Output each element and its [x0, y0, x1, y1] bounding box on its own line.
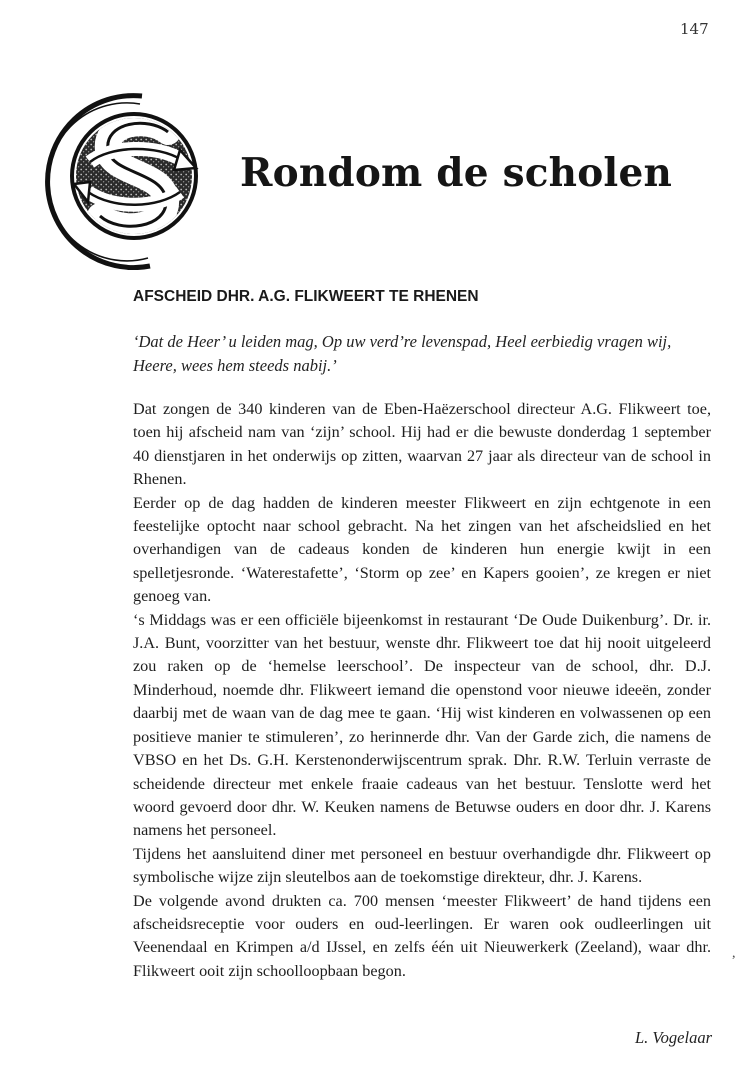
article-paragraph: Tijdens het aansluitend diner met personeel en bestuur overhandigde dhr. Flikweert op symbolische wijze zijn sleutelbos aan de toekomstige direkteur, dhr. J. Karens.	[133, 844, 711, 887]
article-paragraph: ‘s Middags was er een officiële bijeenkomst in restaurant ‘De Oude Duikenburg’. Dr. ir. J.A. Bunt, voorzitter van het bestuur, wenste dhr. Flikweert toe dat hij nooit uitgeleerd zou raken op de ‘hemelse leerschool’. De inspecteur van de school, dhr. D.J. Minderhoud, noemde dhr. Flikweert iemand die openstond voor nieuwe ideeën, zonder daarbij met de waan van de dag mee te gaan. ‘Hij wist kinderen en volwassenen op een positieve manier te stimuleren’, zo herinnerde dhr. Van der Garde zich, die namens de VBSO en het Ds. G.H. Kerstenonderwijscentrum sprak. Dhr. R.W. Terluin verraste de scheidende directeur met enkele fraaie cadeaus van het bestuur. Tenslotte werd het woord gevoerd door dhr. W. Keuken namens de Betuwse ouders en door dhr. J. Karens namens het personeel.	[133, 610, 711, 840]
page-title: Rondom de scholen	[240, 150, 673, 196]
page-number: 147	[680, 20, 709, 38]
article-author: L. Vogelaar	[634, 1028, 712, 1047]
article-heading: AFSCHEID DHR. A.G. FLIKWEERT TE RHENEN	[133, 288, 479, 305]
section-logo	[30, 88, 202, 270]
article-paragraph: Dat zongen de 340 kinderen van de Eben-Haëzerschool directeur A.G. Flikweert toe, toen hij afscheid nam van ‘zijn’ school. Hij had er die bewuste donderdag 1 september 40 dienstjaren in het onderwijs op zitten, waarvan 27 jaar als directeur van de school in Rhenen.	[133, 400, 711, 489]
stray-mark: ,	[732, 946, 736, 961]
article-quote: ‘Dat de Heer’ u leiden mag, Op uw verd’re levenspad, Heel eerbiedig vragen wij, Heere, wees hem steeds nabij.’	[133, 332, 672, 375]
article-body	[133, 398, 711, 983]
section-logo-emblem	[30, 88, 202, 270]
article-paragraph: Eerder op de dag hadden de kinderen meester Flikweert en zijn echtgenote in een feestelijke optocht naar school gebracht. Na het zingen van het afscheidslied en het overhandigen van de cadeaus konden de kinderen hun energie kwijt in een spelletjesronde. ‘Waterestafette’, ‘Storm op zee’ en Kapers gooien’, ze kregen er niet genoeg van.	[133, 493, 711, 606]
article-paragraph: De volgende avond drukten ca. 700 mensen ‘meester Flikweert’ de hand tijdens een afscheidsreceptie voor ouders en oud-leerlingen. Er waren ook oudleerlingen uit Veenendaal en Krimpen a/d IJssel, en zelfs één uit Nieuwerkerk (Zeeland), waar dhr. Flikweert ooit zijn schoolloopbaan begon.	[133, 891, 711, 980]
